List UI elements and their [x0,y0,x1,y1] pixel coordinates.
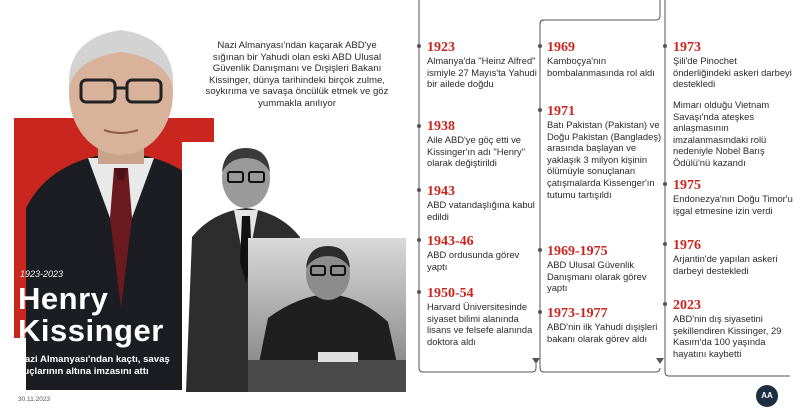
timeline-entry [427,286,539,347]
entry-year: 1923 [427,40,455,55]
entry-text: ABD vatandaşlığına kabul edildi [427,199,535,222]
entry-text: ABD'nin dış siyasetini şekillendiren Kissinger, 29 Kasım'da 100 yaşında hayatını kaybetti [673,313,782,359]
entry-text: Batı Pakistan (Pakistan) ve Doğu Pakistan (Bangladeş) arasında başlayan ve yaklaşık 3 milyon kişinin ölümüyle sonuçlanan çatışmalarda Kissenger'ın tutumu tartışıldı [547,119,662,200]
entry-year: 1971 [547,104,575,119]
entry-year: 1973-1977 [547,306,608,321]
entry-year: 1943 [427,184,455,199]
first-name: Henry [18,281,109,316]
last-name: Kissinger [18,313,164,348]
timeline-entry [673,99,795,169]
subtitle: Nazi Almanyası'ndan kaçtı, savaş suçlarının altına imzasını attı [18,354,170,377]
entry-year: 1950-54 [427,286,474,301]
entry-year: 1975 [673,178,701,193]
timeline-entry [673,178,795,216]
entry-text: Mimarı olduğu Vietnam Savaşı'nda ateşkes anlaşmasının imzalanmasındaki rolü nedeniyle Nobel Barış Ödülü'nü kazandı [673,99,770,168]
entry-text: Aile ABD'ye göç etti ve Kissinger'ın adı "Henry" olarak değiştirildi [427,134,526,169]
timeline-entry [427,119,539,169]
life-years: 1923-2023 [20,269,64,279]
intro-paragraph: Nazi Almanyası'ndan kaçarak ABD'ye sığınan bir Yahudi olan eski ABD Ulusal Güvenlik Danışmanı ve Dışişleri Bakanı Kissinger, dünya tarihindeki birçok zulme, soykırıma ve savaşa öncülük etmek ve göz yummakla anılıyor [205,40,389,109]
entry-text: Harvard Üniversitesinde siyaset bilimi alanında lisans ve felsefe alanında doktora aldı [427,301,533,347]
timeline-entry [673,238,795,276]
timeline-entry [547,244,665,294]
entry-text: Arjantin'de yapılan askeri darbeyi destekledi [673,253,778,276]
entry-year: 1938 [427,119,455,134]
timeline-entry [547,104,665,200]
anadolu-agency-logo: AA [756,385,778,407]
entry-text: Şili'de Pinochet önderliğindeki askeri darbeyi destekledi [673,55,792,90]
entry-year: 1969 [547,40,575,55]
entry-text: ABD ordusunda görev yaptı [427,249,520,272]
timeline-entry [547,40,665,78]
publish-date: 30.11.2023 [18,396,51,403]
entry-year: 1973 [673,40,701,55]
entry-year: 1943-46 [427,234,474,249]
timeline-entry [427,184,539,222]
entry-text: Kamboçya'nın bombalanmasında rol aldı [547,55,655,78]
entry-year: 1976 [673,238,701,253]
entry-text: ABD'nin ilk Yahudi dışişleri bakanı olarak görev aldı [547,321,658,344]
timeline-entry [673,298,795,359]
entry-text: Almanya'da "Heinz Alfred" ismiyle 27 Mayıs'ta Yahudi bir ailede doğdu [427,55,537,90]
entry-text: Endonezya'nın Doğu Timor'u işgal etmesine izin verdi [673,193,793,216]
timeline-entry [673,40,795,90]
timeline-entry [547,306,665,344]
entry-year: 2023 [673,298,701,313]
entry-year: 1969-1975 [547,244,608,259]
timeline-entry [427,40,539,90]
entry-text: ABD Ulusal Güvenlik Danışmanı olarak görev yaptı [547,259,647,294]
timeline-entry [427,234,539,272]
